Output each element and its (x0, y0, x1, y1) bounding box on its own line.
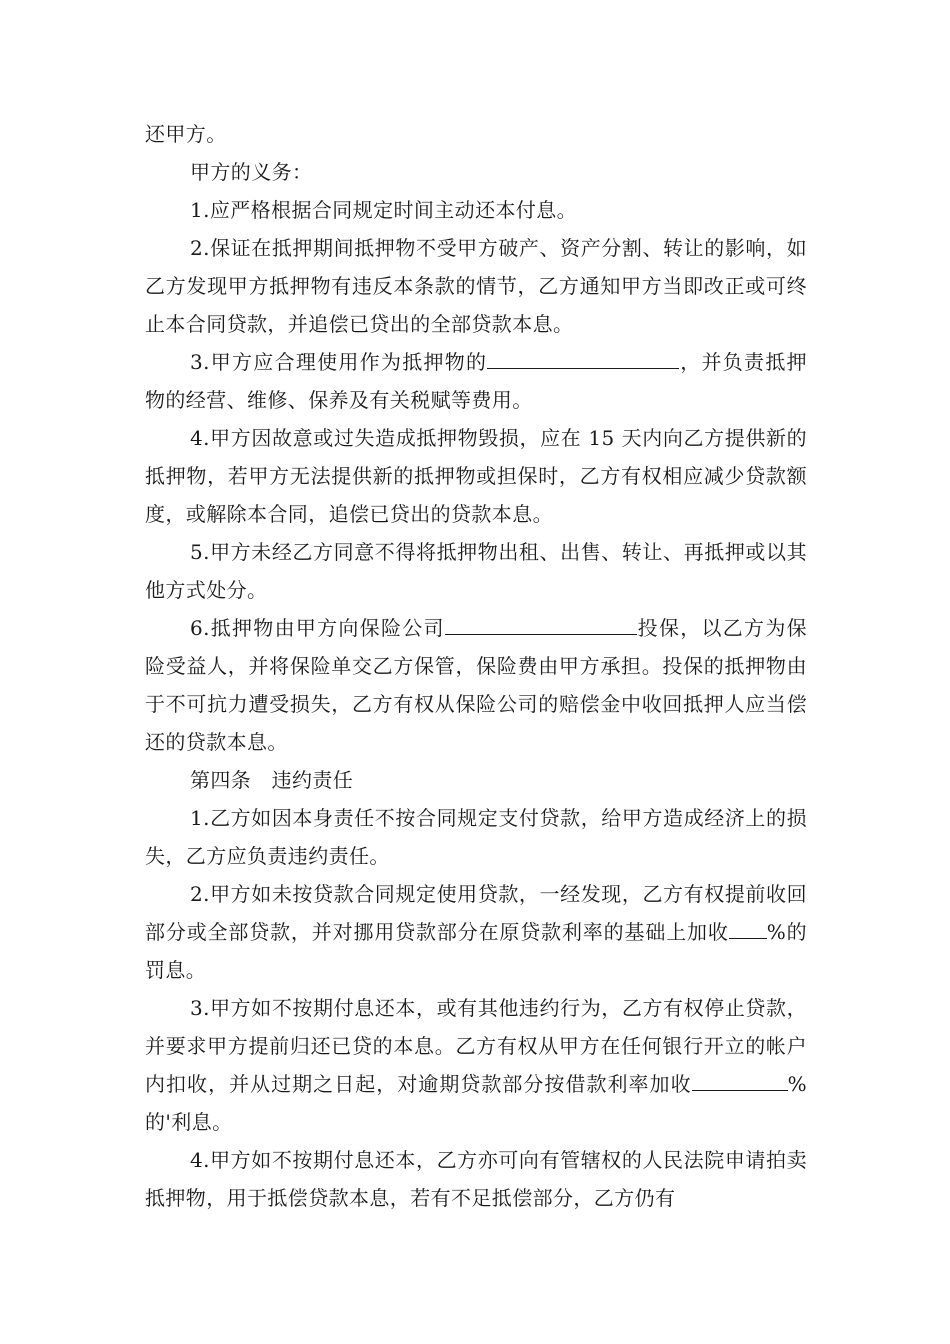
liability-3-text-a: 3.甲方如不按期付息还本，或有其他违约行为，乙方有权停止贷款，并要求甲方提前归还已贷的本息。乙方有权从甲方在任何银行开立的帐户内扣收，并从过期之日起，对逾期贷款部分按借款利率加收 (145, 996, 807, 1096)
blank-field-penalty-rate[interactable] (729, 914, 767, 939)
blank-field-collateral[interactable] (487, 344, 679, 369)
obligation-3 (145, 343, 807, 419)
obligation-5: 5.甲方未经乙方同意不得将抵押物出租、出售、转让、再抵押或以其他方式处分。 (145, 540, 807, 602)
liability-4: 4.甲方如不按期付息还本，乙方亦可向有管辖权的人民法院申请拍卖抵押物，用于抵偿贷款本息，若有不足抵偿部分，乙方仍有 (145, 1148, 807, 1210)
document-body (145, 115, 807, 1217)
liability-1: 1.乙方如因本身责任不按合同规定支付贷款，给甲方造成经济上的损失，乙方应负责违约责任。 (145, 806, 807, 868)
blank-field-interest-rate[interactable] (692, 1066, 788, 1091)
obligation-3-text-b: ，并负责抵押物的经营、维修、保养及有关税赋等费用。 (145, 350, 807, 412)
obligation-3-text-a: 3.甲方应合理使用作为抵押物的 (190, 350, 488, 374)
paragraph-continuation: 还甲方。 (145, 122, 227, 146)
obligation-1: 1.应严格根据合同规定时间主动还本付息。 (190, 198, 578, 222)
liability-3 (145, 989, 807, 1141)
obligation-6 (145, 609, 807, 761)
obligation-6-text-b: 投保，以乙方为保险受益人，并将保险单交乙方保管，保险费由甲方承担。投保的抵押物由于不可抗力遭受损失，乙方有权从保险公司的赔偿金中收回抵押人应当偿还的贷款本息。 (145, 616, 807, 754)
blank-field-insurer[interactable] (445, 610, 637, 635)
obligation-4: 4.甲方因故意或过失造成抵押物毁损，应在 15 天内向乙方提供新的抵押物，若甲方无法提供新的抵押物或担保时，乙方有权相应减少贷款额度，或解除本合同，追偿已贷出的贷款本息。 (145, 426, 807, 526)
liability-2-text-a: 2.甲方如未按贷款合同规定使用贷款，一经发现，乙方有权提前收回部分或全部贷款，并对挪用贷款部分在原贷款利率的基础上加收 (145, 882, 807, 944)
heading-party-a-obligations: 甲方的义务： (190, 160, 313, 184)
liability-2 (145, 875, 807, 989)
obligation-6-text-a: 6.抵押物由甲方向保险公司 (190, 616, 445, 640)
liability-2-text-b: %的罚息。 (145, 920, 808, 982)
liability-3-text-b: %的'利息。 (145, 1072, 807, 1134)
article-4-heading: 第四条 违约责任 (190, 768, 354, 792)
obligation-2: 2.保证在抵押期间抵押物不受甲方破产、资产分割、转让的影响，如乙方发现甲方抵押物有违反本条款的情节，乙方通知甲方当即改正或可终止本合同贷款，并追偿已贷出的全部贷款本息。 (145, 236, 807, 336)
